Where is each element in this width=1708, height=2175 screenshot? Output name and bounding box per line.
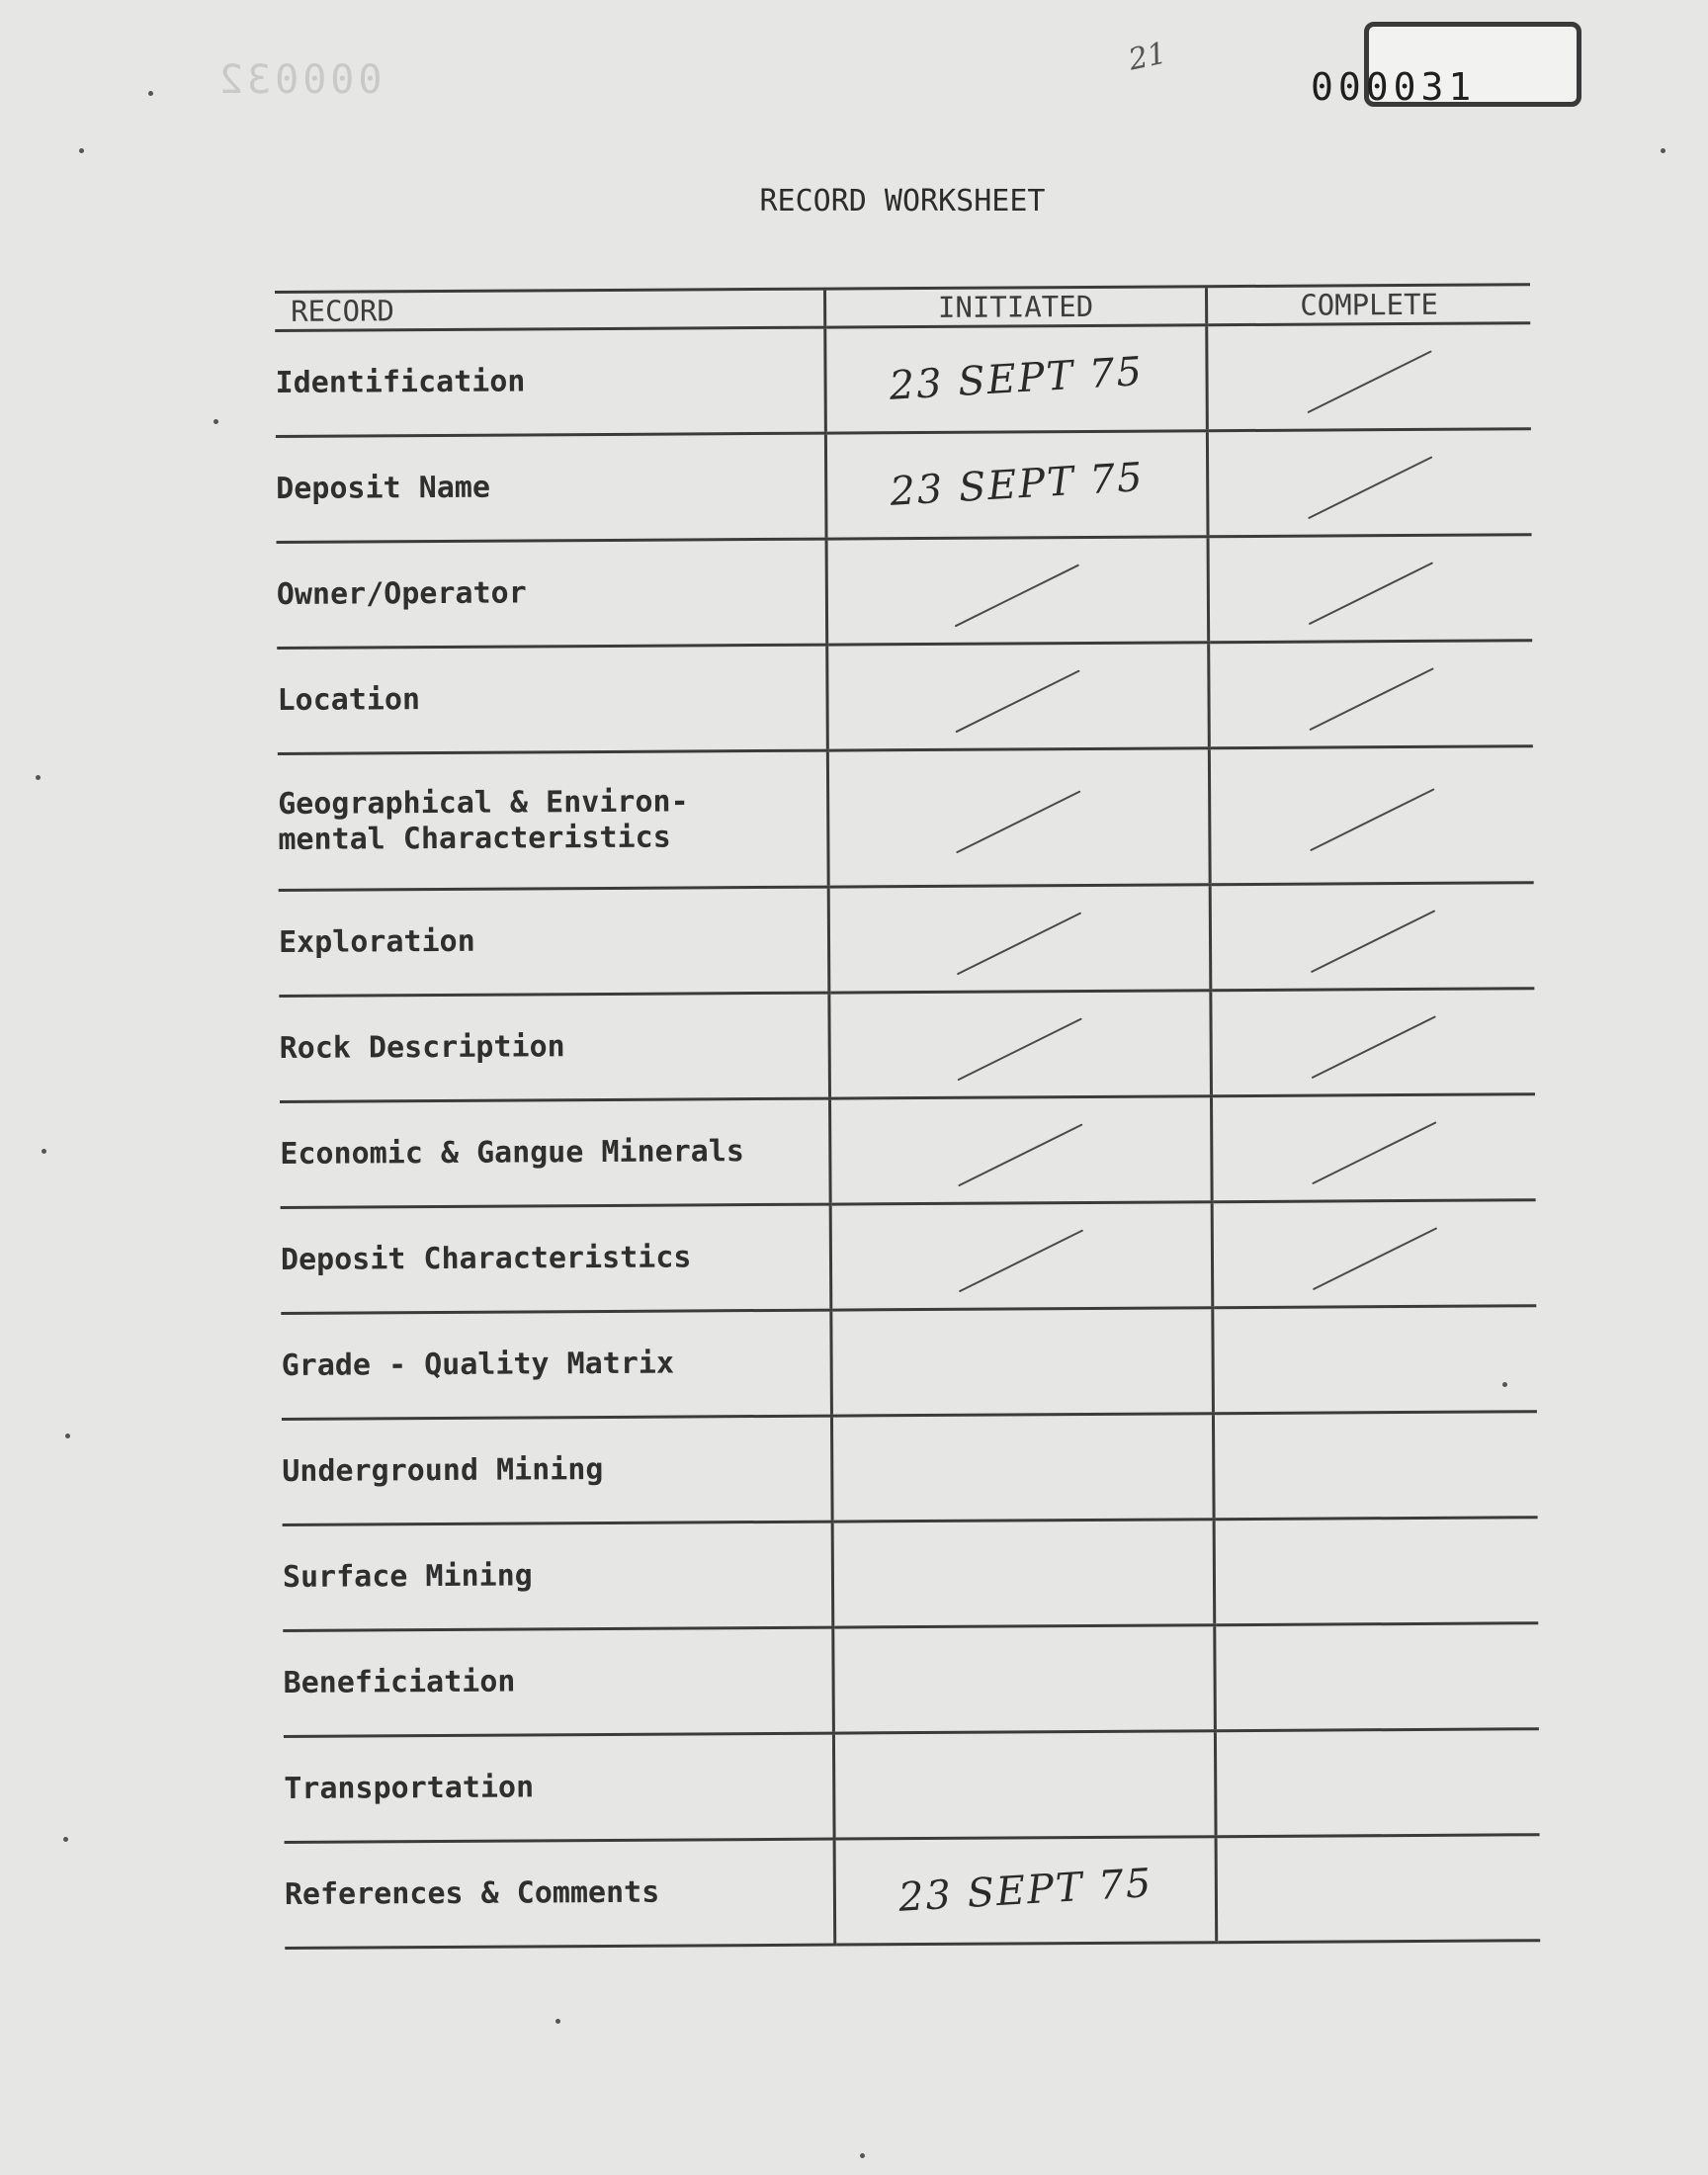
record-label-surface-mining: Surface Mining [283,1522,833,1630]
table-row [281,1200,1537,1314]
record-label-deposit-characteristics: Deposit Characteristics [281,1204,831,1313]
table-row [284,1729,1540,1843]
record-label-beneficiation: Beneficiation [283,1627,833,1736]
header-complete: COMPLETE [1206,285,1530,325]
scan-speck [1661,148,1665,153]
check-stroke-icon [957,912,1081,975]
check-stroke-icon [1312,1015,1436,1079]
handwritten-corner-mark: 21 [1125,36,1170,78]
record-label-identification: Identification [275,327,825,436]
record-label-references-comments: References & Comments [285,1839,835,1948]
scan-speck [148,91,153,96]
page-number: 000031 [1311,65,1477,109]
complete-cell [1211,1094,1535,1202]
complete-cell [1216,1835,1540,1943]
table-row [280,1094,1536,1208]
check-stroke-icon [1309,562,1433,625]
initiated-cell [827,643,1210,750]
record-rows [275,323,1540,1949]
table-row [285,1835,1541,1949]
table-row [281,1306,1537,1420]
header-initiated: INITIATED [824,287,1206,327]
complete-cell [1208,535,1532,643]
table-row [282,1412,1538,1525]
complete-cell [1214,1518,1538,1625]
complete-cell [1212,1200,1536,1308]
complete-cell [1210,883,1534,991]
complete-cell [1215,1729,1539,1837]
scan-speck [42,1149,46,1154]
scan-speck [65,1434,70,1438]
initiated-cell [829,991,1212,1098]
table-row [279,883,1535,997]
handwritten-date: 23 SEPT 75 [897,1860,1154,1921]
complete-cell [1215,1623,1539,1731]
record-label-owner-operator: Owner/Operator [277,539,827,648]
initiated-cell [831,1308,1214,1416]
scan-speck [214,419,218,424]
scan-speck [79,148,84,153]
check-stroke-icon [1307,350,1431,413]
initiated-cell [830,1202,1213,1310]
header-record: RECORD [275,289,825,330]
handwritten-date: 23 SEPT 75 [888,454,1146,515]
record-label-exploration: Exploration [279,887,829,996]
check-stroke-icon [958,1017,1082,1081]
complete-cell [1213,1412,1537,1520]
initiated-cell [825,431,1208,539]
check-stroke-icon [957,790,1081,853]
table-row [283,1518,1539,1631]
scan-speck [36,775,41,780]
table-row [277,641,1533,754]
initiated-cell [832,1520,1215,1627]
complete-cell [1211,989,1535,1096]
check-stroke-icon [955,564,1079,627]
complete-cell [1209,641,1533,748]
initiated-cell [829,1096,1212,1204]
bleed-through-page-number: 000032 [215,57,383,103]
initiated-cell [833,1625,1216,1733]
table-row [278,746,1534,891]
record-table [275,283,1540,1950]
scan-speck [555,2019,560,2024]
initiated-cell [831,1414,1214,1522]
table-row [283,1623,1539,1737]
record-label-transportation: Transportation [284,1733,834,1842]
record-label-geographical-environ-mental-characteristics: Geographical & Environ- mental Characteristics [278,750,828,890]
handwritten-date: 23 SEPT 75 [888,348,1145,409]
check-stroke-icon [1308,456,1432,519]
scan-speck [860,2153,865,2158]
record-label-deposit-name: Deposit Name [276,433,826,542]
initiated-cell [828,885,1211,993]
complete-cell [1209,746,1533,885]
check-stroke-icon [959,1123,1083,1186]
complete-cell [1213,1306,1537,1414]
initiated-cell [827,748,1210,887]
initiated-cell [826,537,1209,645]
check-stroke-icon [1309,667,1433,731]
check-stroke-icon [959,1229,1083,1292]
scan-speck [63,1837,68,1842]
table-row [276,429,1532,543]
table-row [277,535,1533,649]
record-label-location: Location [277,645,827,753]
initiated-cell [825,325,1208,433]
check-stroke-icon [1310,788,1434,851]
check-stroke-icon [956,669,1080,733]
record-label-rock-description: Rock Description [279,993,829,1101]
check-stroke-icon [1312,1121,1436,1184]
record-label-grade-quality-matrix: Grade - Quality Matrix [281,1310,831,1419]
initiated-cell [834,1837,1217,1945]
complete-cell [1207,323,1531,431]
document-title: RECORD WORKSHEET [759,184,1046,218]
table-row [275,323,1531,437]
initiated-cell [833,1731,1216,1839]
check-stroke-icon [1311,910,1435,973]
record-label-underground-mining: Underground Mining [282,1416,832,1524]
table-row [279,989,1535,1102]
check-stroke-icon [1313,1227,1437,1290]
complete-cell [1207,429,1531,537]
record-label-economic-gangue-minerals: Economic & Gangue Minerals [280,1098,830,1207]
scan-speck [1502,1382,1507,1387]
